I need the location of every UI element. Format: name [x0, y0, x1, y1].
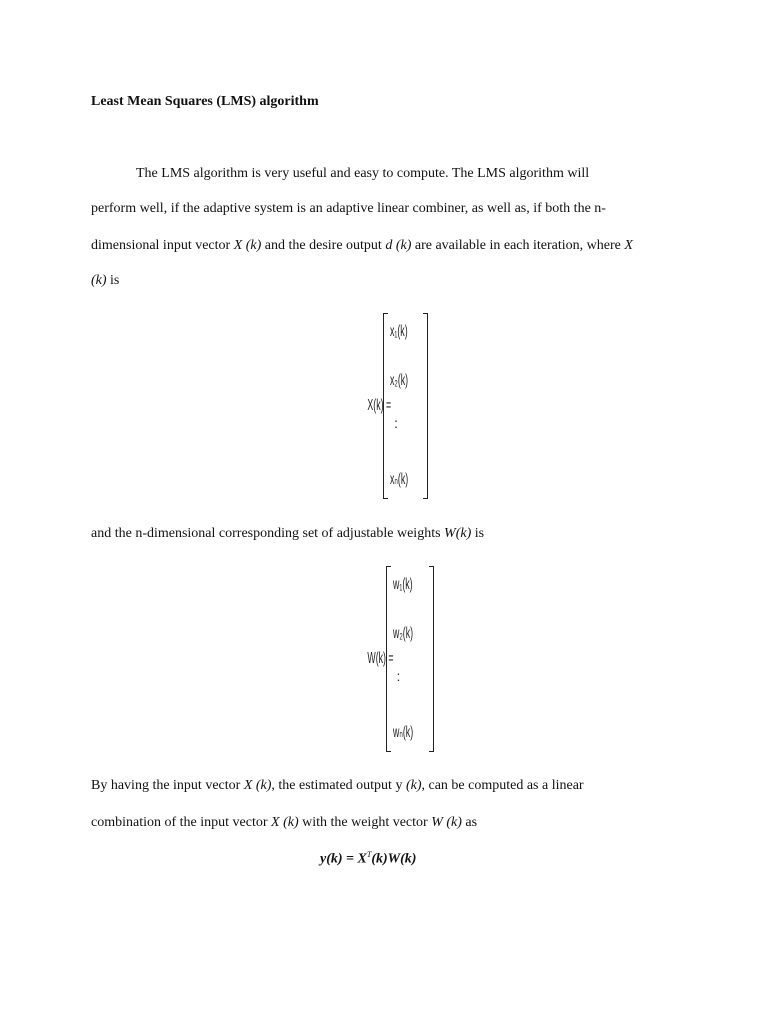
- math-var: X: [624, 238, 633, 253]
- matrix-bracket: [386, 566, 435, 752]
- equation-x-vector: [348, 313, 428, 499]
- math-var: X (k): [243, 778, 272, 793]
- paragraph-line: dimensional input vector X (k) and the desire output d (k) are available in each iteration, where X: [91, 238, 633, 253]
- matrix-entry: x₂(k): [390, 372, 409, 390]
- matrix-entry: xₙ(k): [390, 470, 409, 488]
- matrix-dots: :: [396, 667, 401, 684]
- matrix-bracket: [383, 313, 428, 499]
- matrix-entry: wₙ(k): [392, 723, 413, 741]
- paragraph-line: (k) is: [91, 273, 120, 288]
- math-var: (k): [405, 778, 422, 793]
- paragraph-line: and the n-dimensional corresponding set of adjustable weights W(k) is: [91, 526, 485, 541]
- paragraph-line: The LMS algorithm is very useful and easy to compute. The LMS algorithm will: [136, 166, 590, 181]
- math-var: W (k): [431, 815, 462, 830]
- equation-w-vector: [346, 566, 434, 752]
- equation-lhs: X(k) =: [367, 397, 392, 414]
- matrix-dots: :: [394, 414, 399, 431]
- math-var: X (k): [233, 238, 262, 253]
- output-formula: $y(k) = X^T(k)W(k)$: [320, 850, 417, 867]
- math-var: W(k): [444, 526, 472, 541]
- matrix-entry: x₁(k): [390, 323, 408, 340]
- math-var: (k): [91, 273, 107, 288]
- math-var: X (k): [271, 815, 299, 830]
- paragraph-line: combination of the input vector X (k) with the weight vector W (k) as: [91, 815, 478, 830]
- paragraph-line: perform well, if the adaptive system is an adaptive linear combiner, as well as, if both the n-: [91, 201, 606, 216]
- paragraph-line: By having the input vector X (k), the estimated output y (k), can be computed as a linear: [91, 778, 584, 793]
- math-var: d (k): [385, 238, 412, 253]
- matrix-entry: w₁(k): [392, 576, 413, 593]
- equation-lhs: W(k) =: [367, 650, 394, 667]
- matrix-entry: w₂(k): [392, 625, 413, 643]
- section-heading: Least Mean Squares (LMS) algorithm: [91, 94, 319, 109]
